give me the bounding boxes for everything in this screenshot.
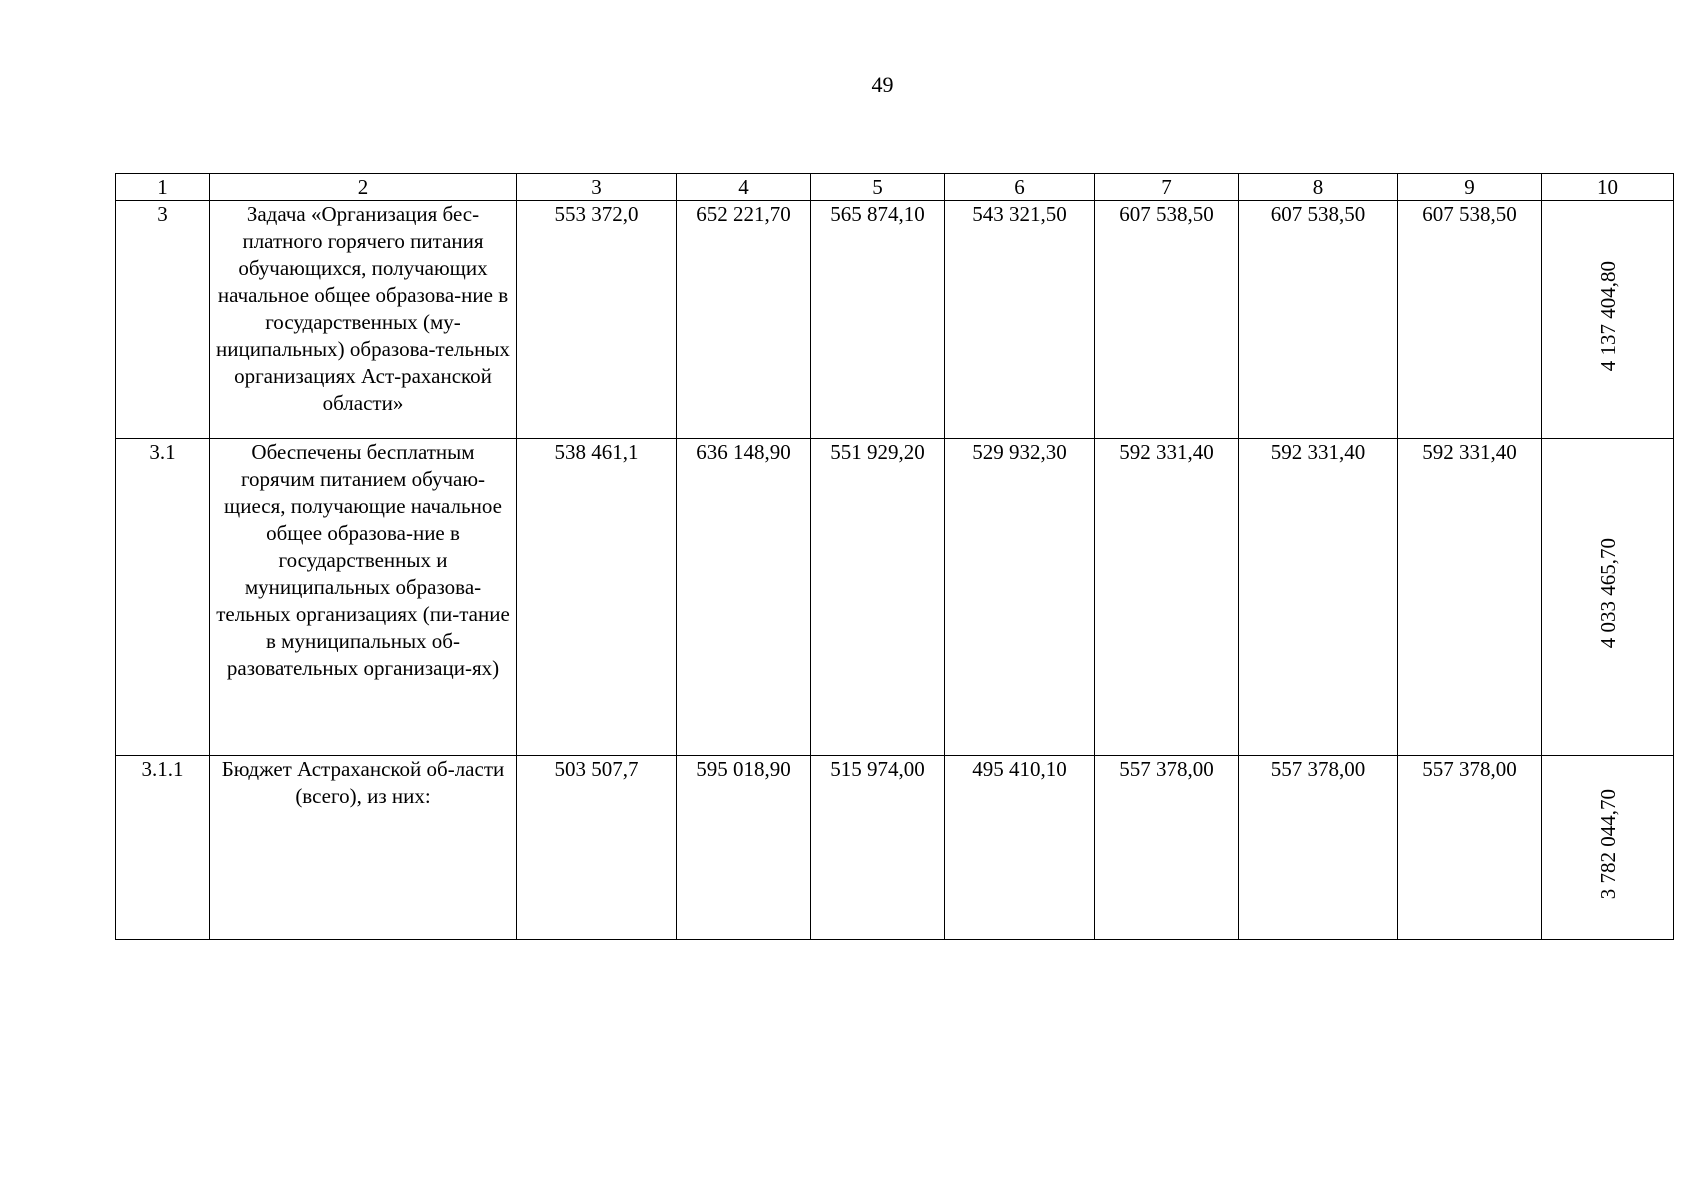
- row-number: 3.1: [116, 439, 210, 756]
- value-cell: 592 331,40: [1239, 439, 1398, 756]
- value-cell: 551 929,20: [811, 439, 945, 756]
- value-cell: 543 321,50: [945, 201, 1095, 439]
- column-header: 1: [116, 174, 210, 201]
- value-cell: 595 018,90: [677, 756, 811, 940]
- table-row: [116, 756, 1674, 940]
- value-cell: 592 331,40: [1398, 439, 1542, 756]
- column-header: 8: [1239, 174, 1398, 201]
- total-value: 4 033 465,70: [1595, 538, 1620, 649]
- value-cell: 503 507,7: [517, 756, 677, 940]
- column-header: 5: [811, 174, 945, 201]
- value-cell: 557 378,00: [1095, 756, 1239, 940]
- row-description: Обеспечены бесплатным горячим питанием обучаю-щиеся, получающие начальное общее образова-ние в государственных и муниципальных образова-тельных организациях (пи-тание в муниципальных об-разовательных организаци-ях): [210, 439, 517, 756]
- column-header: 7: [1095, 174, 1239, 201]
- value-cell: 529 932,30: [945, 439, 1095, 756]
- value-cell: 636 148,90: [677, 439, 811, 756]
- total-cell: [1542, 201, 1674, 439]
- table-row: [116, 439, 1674, 756]
- page-number: 49: [871, 72, 894, 97]
- value-cell: 565 874,10: [811, 201, 945, 439]
- row-description: Бюджет Астраханской об-ласти (всего), из них:: [210, 756, 517, 940]
- value-cell: 652 221,70: [677, 201, 811, 439]
- value-cell: 495 410,10: [945, 756, 1095, 940]
- value-cell: 557 378,00: [1398, 756, 1542, 940]
- budget-table: [115, 173, 1674, 940]
- total-cell: [1542, 439, 1674, 756]
- total-value: 3 782 044,70: [1595, 788, 1620, 900]
- row-number: 3: [116, 201, 210, 439]
- column-header: 10: [1542, 174, 1674, 201]
- row-description: Задача «Организация бес-платного горячего питания обучающихся, получающих начальное общее образова-ние в государственных (му-ниципальных) образова-тельных организациях Аст-раханской области»: [210, 201, 517, 439]
- column-header: 9: [1398, 174, 1542, 201]
- row-number: 3.1.1: [116, 756, 210, 940]
- table-header-row: [116, 174, 1674, 201]
- column-header: 2: [210, 174, 517, 201]
- column-header: 4: [677, 174, 811, 201]
- column-header: 6: [945, 174, 1095, 201]
- value-cell: 607 538,50: [1239, 201, 1398, 439]
- column-header: 3: [517, 174, 677, 201]
- total-value: 4 137 404,80: [1595, 260, 1620, 372]
- value-cell: 607 538,50: [1398, 201, 1542, 439]
- value-cell: 553 372,0: [517, 201, 677, 439]
- value-cell: 557 378,00: [1239, 756, 1398, 940]
- value-cell: 538 461,1: [517, 439, 677, 756]
- table-row: [116, 201, 1674, 439]
- total-cell: [1542, 756, 1674, 940]
- value-cell: 607 538,50: [1095, 201, 1239, 439]
- value-cell: 515 974,00: [811, 756, 945, 940]
- value-cell: 592 331,40: [1095, 439, 1239, 756]
